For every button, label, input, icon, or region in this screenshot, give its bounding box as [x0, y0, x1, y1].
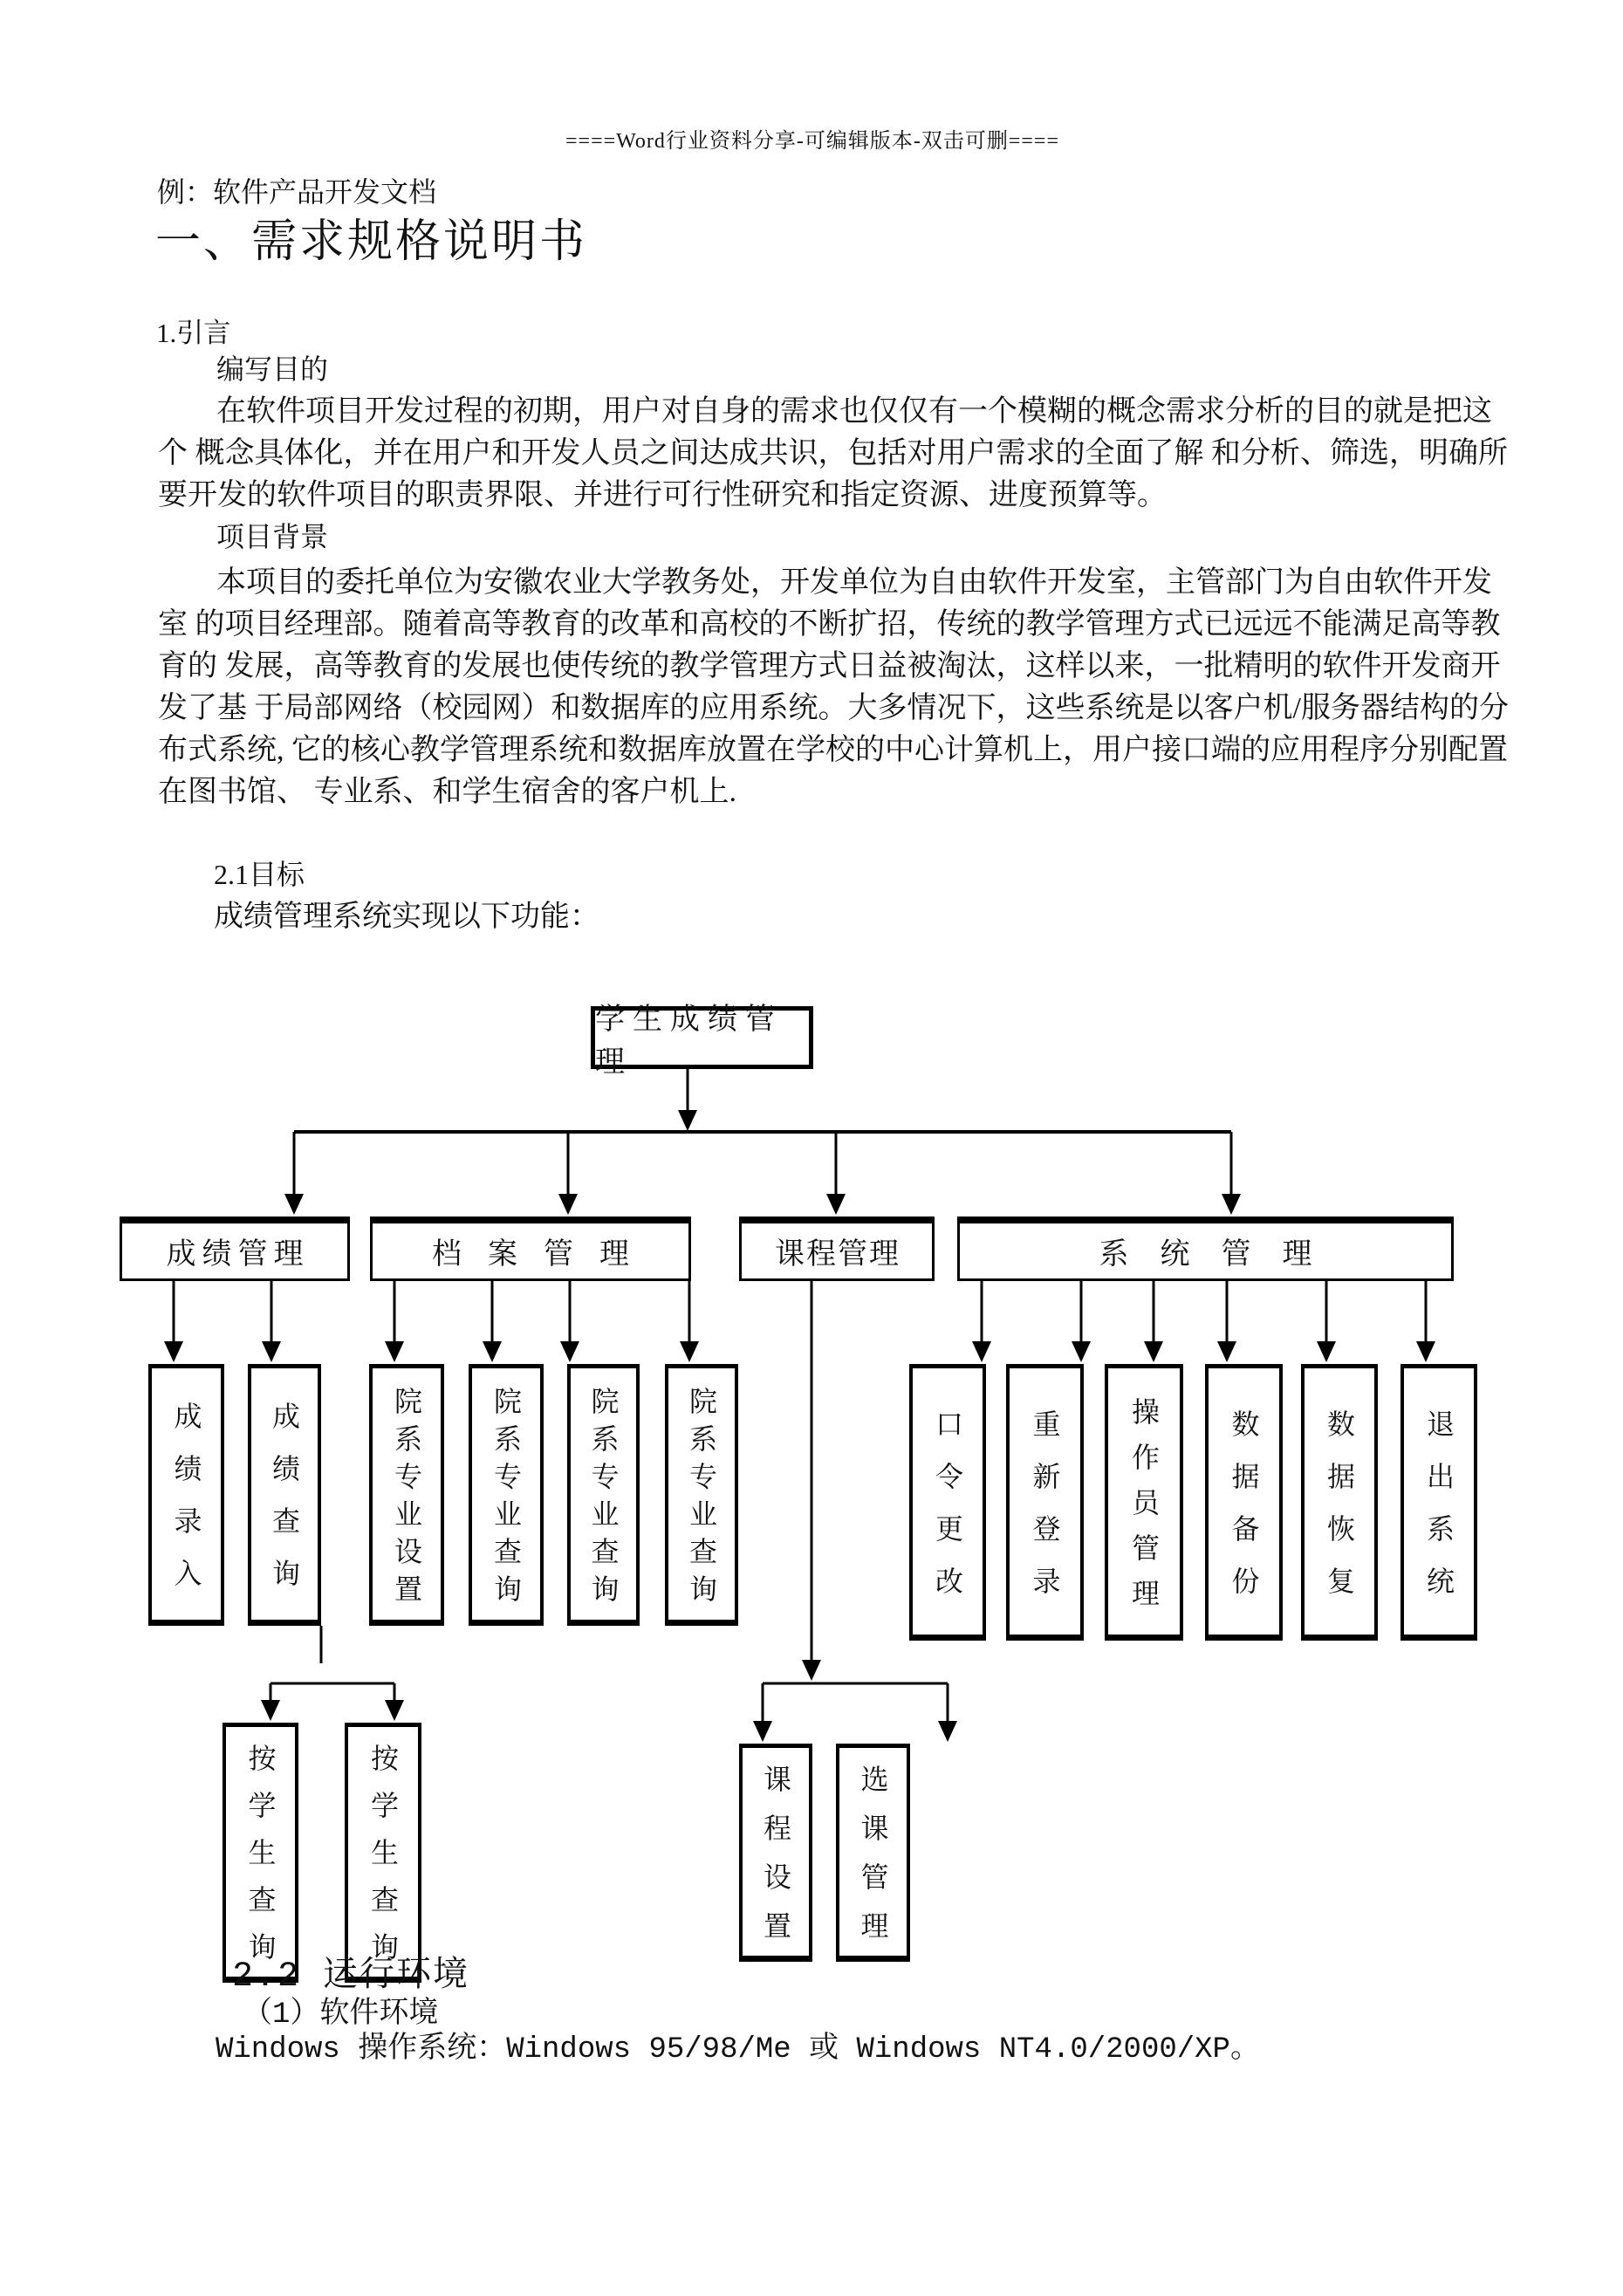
paragraph-line: 要开发的软件项目的职责界限、并进行可行性研究和指定资源、进度预算等。 [158, 479, 1167, 511]
chart-box-label: 数据备份 [1228, 1408, 1260, 1619]
chart-box-score-entry [148, 1364, 224, 1626]
chart-box-exit-system [1400, 1364, 1477, 1641]
chart-box-score-query [248, 1364, 321, 1626]
goal-intro-line: 成绩管理系统实现以下功能： [214, 901, 599, 933]
paragraph-line: 发了基 于局部网络（校园网）和数据库的应用系统。大多情况下，这些系统是以客户机/服务器结构的分 [158, 692, 1509, 724]
chart-box-query-by-student-1 [223, 1723, 298, 1983]
paragraph-line: 育的 发展，高等教育的发展也使传统的教学管理方式日益被淘汰，这样以来，一批精明的软件开发商开 [158, 650, 1501, 682]
chart-box-relogin [1006, 1364, 1084, 1641]
chart-box-label: 口令更改 [932, 1408, 963, 1619]
env-os-line: Windows 操作系统：Windows 95/98/Me 或 Windows NT4.0/2000/XP。 [216, 2033, 1260, 2066]
subheading-purpose: 编写目的 [216, 353, 329, 385]
paragraph-line: 在软件项目开发过程的初期，用户对自身的需求也仅仅有一个模糊的概念需求分析的目的就是把这 [216, 395, 1492, 428]
paragraph-line: 本项目的委托单位为安徽农业大学教务处，开发单位为自由软件开发室，主管部门为自由软件开发 [216, 566, 1492, 599]
subheading-background: 项目背景 [216, 521, 329, 552]
section-heading-env: 2.2 运行环境 [232, 1957, 470, 1997]
example-label: 例：软件产品开发文档 [157, 176, 437, 208]
chart-box-label: 学生成绩管理 [595, 1004, 783, 1079]
doc-title: 一、需求规格说明书 [155, 217, 588, 267]
chart-box-label: 成绩查询 [269, 1402, 300, 1611]
chart-box-data-restore [1301, 1364, 1378, 1641]
chart-box-query-by-student-2 [345, 1723, 421, 1983]
chart-box-label: 档案管理 [432, 1238, 655, 1271]
chart-box-label: 成绩录入 [170, 1402, 202, 1611]
section-heading-goal: 2.1目标 [214, 859, 305, 890]
chart-box-label: 院系专业查询 [686, 1386, 717, 1612]
watermark-header: ====Word行业资料分享-可编辑版本-双击可删==== [565, 130, 1059, 153]
chart-box-label: 操作员管理 [1128, 1396, 1160, 1624]
chart-box-label: 按学生查询 [367, 1744, 399, 1979]
chart-box-label: 重新登录 [1029, 1408, 1061, 1619]
chart-box-dept-major-query-3 [665, 1364, 738, 1626]
chart-box-dept-major-query-2 [567, 1364, 640, 1626]
chart-box-label: 选课管理 [857, 1765, 889, 1960]
chart-box-root [591, 1004, 813, 1079]
subheading-software-env: （1）软件环境 [243, 1998, 439, 2032]
chart-box-course-selection-mgmt [836, 1744, 910, 1962]
section-heading-intro: 1.引言 [156, 318, 231, 348]
paragraph-line: 室 的项目经理部。随着高等教育的改革和高校的不断扩招，传统的教学管理方式已远远不能满足高等教 [158, 608, 1501, 641]
chart-box-data-backup [1205, 1364, 1283, 1641]
chart-box-course-setup [739, 1744, 812, 1962]
chart-box-course-mgmt [739, 1217, 935, 1281]
chart-box-label: 数据恢复 [1324, 1408, 1355, 1619]
chart-box-operator-mgmt [1105, 1364, 1183, 1641]
paragraph-line: 在图书馆、 专业系、和学生宿舍的客户机上. [158, 776, 736, 808]
chart-box-label: 课程管理 [775, 1238, 901, 1271]
chart-box-password-change [909, 1364, 986, 1641]
paragraph-line: 布式系统, 它的核心教学管理系统和数据库放置在学校的中心计算机上，用户接口端的应用程序分别配置 [158, 734, 1508, 766]
chart-box-label: 院系专业查询 [490, 1386, 522, 1612]
chart-box-system-mgmt [957, 1217, 1454, 1281]
chart-box-archive-mgmt [370, 1217, 691, 1281]
chart-box-dept-major-query-1 [469, 1364, 544, 1626]
chart-box-label: 院系专业设置 [391, 1386, 422, 1612]
chart-box-label: 按学生查询 [244, 1744, 277, 1979]
chart-box-label: 系统管理 [1099, 1238, 1344, 1271]
paragraph-line: 个 概念具体化，并在用户和开发人员之间达成共识，包括对用户需求的全面了解 和分析、筛选，明确所 [158, 437, 1508, 469]
chart-box-label: 院系专业查询 [587, 1386, 620, 1612]
chart-box-label: 退出系统 [1423, 1408, 1455, 1619]
chart-box-score-mgmt [120, 1217, 350, 1281]
chart-box-label: 成绩管理 [166, 1238, 310, 1271]
chart-box-dept-major-setup [369, 1364, 444, 1626]
chart-box-label: 课程设置 [760, 1765, 791, 1960]
